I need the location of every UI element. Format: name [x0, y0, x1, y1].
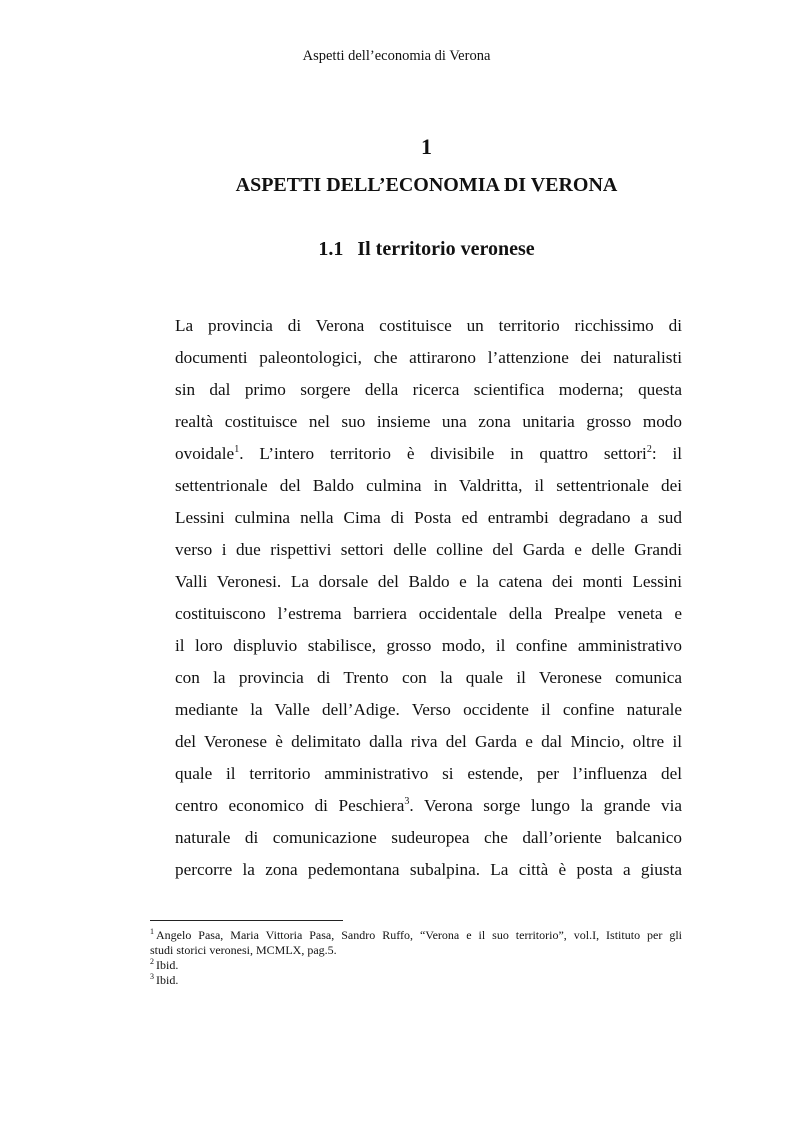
- text-segment: centro economico di Peschiera: [175, 796, 405, 815]
- footnote-divider: [150, 920, 343, 921]
- chapter-number: 1: [421, 134, 432, 159]
- running-header: Aspetti dell’economia di Verona: [302, 48, 491, 64]
- text-line: del Veronese è delimitato dalla riva del Garda e dal Mincio, oltre il: [175, 732, 682, 751]
- text-line: [175, 438, 682, 470]
- section-heading: [0, 238, 793, 261]
- footnote-ref-2[interactable]: 2: [646, 444, 652, 455]
- footnote-text: Ibid.: [156, 973, 179, 987]
- footnote-ref-3[interactable]: 3: [404, 796, 410, 807]
- footnote-text: Ibid.: [156, 958, 179, 972]
- text-segment: . Verona sorge lungo la grande via: [409, 796, 682, 815]
- text-line: sin dal primo sorgere della ricerca scientifica moderna; questa: [175, 380, 682, 399]
- section-title: Il territorio veronese: [357, 238, 535, 260]
- text-line: naturale di comunicazione sudeuropea che dall’oriente balcanico: [175, 828, 682, 847]
- text-line: percorre la zona pedemontana subalpina. La città è posta a giusta: [175, 860, 682, 879]
- section-number: 1.1: [318, 238, 344, 260]
- footnote-marker: 1: [150, 927, 154, 936]
- body-paragraph: [175, 310, 682, 886]
- footnote-marker: 2: [150, 957, 154, 966]
- text-line: [175, 790, 682, 822]
- text-line: Valli Veronesi. La dorsale del Baldo e la catena dei monti Lessini: [175, 572, 682, 591]
- text-line: settentrionale del Baldo culmina in Valdritta, il settentrionale dei: [175, 476, 682, 495]
- footnote-2: [150, 958, 682, 973]
- footnotes: [150, 928, 682, 988]
- text-line: quale il territorio amministrativo si estende, per l’influenza del: [175, 764, 682, 783]
- footnote-1-cont: studi storici veronesi, MCMLX, pag.5.: [150, 943, 337, 957]
- text-line: documenti paleontologici, che attirarono l’attenzione dei naturalisti: [175, 348, 682, 367]
- text-line: verso i due rispettivi settori delle colline del Garda e delle Grandi: [175, 540, 682, 559]
- text-segment: ovoidale: [175, 444, 235, 463]
- text-line: costituiscono l’estrema barriera occidentale della Prealpe veneta e: [175, 604, 682, 623]
- footnote-1: [150, 928, 682, 943]
- text-segment: : il: [651, 444, 682, 463]
- text-line: La provincia di Verona costituisce un territorio ricchissimo di: [175, 316, 682, 335]
- text-line: il loro displuvio stabilisce, grosso modo, il confine amministrativo: [175, 636, 682, 655]
- footnote-marker: 3: [150, 972, 154, 981]
- footnote-ref-1[interactable]: 1: [234, 444, 240, 455]
- text-line: realtà costituisce nel suo insieme una zona unitaria grosso modo: [175, 412, 682, 431]
- footnote-3: [150, 973, 682, 988]
- text-line: mediante la Valle dell’Adige. Verso occidente il confine naturale: [175, 700, 682, 719]
- chapter-title: ASPETTI DELL’ECONOMIA DI VERONA: [235, 174, 618, 196]
- text-segment: . L’intero territorio è divisibile in quattro settori: [239, 444, 647, 463]
- footnote-text: Angelo Pasa, Maria Vittoria Pasa, Sandro Ruffo, “Verona e il suo territorio”, vol.I, Istituto per gli: [156, 928, 682, 942]
- text-line: Lessini culmina nella Cima di Posta ed entrambi degradano a sud: [175, 508, 682, 527]
- text-line: con la provincia di Trento con la quale il Veronese comunica: [175, 668, 682, 687]
